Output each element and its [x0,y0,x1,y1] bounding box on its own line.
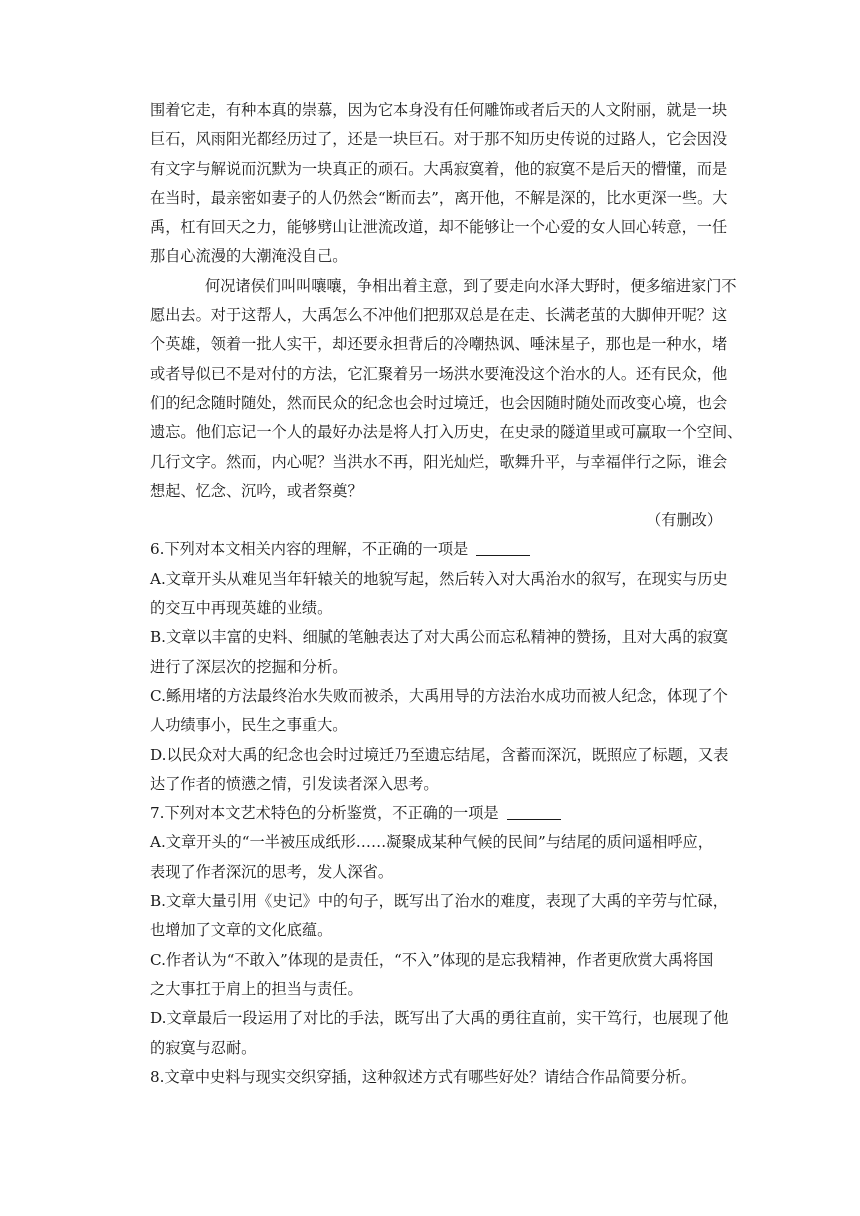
text-line: 在当时，最亲密如妻子的人仍然会“断而去”，离开他，不解是深的，比水更深一些。大 [150,188,728,207]
question-stem: 8.文章中史料与现实交织穿插，这种叙述方式有哪些好处？请结合作品简要分析。 [150,1067,697,1086]
text-line: 围着它走，有种本真的崇慕，因为它本身没有任何雕饰或者后天的人文附丽，就是一块 [150,101,728,119]
question-stem: 7.下列对本文艺术特色的分析鉴赏，不正确的一项是 [150,799,730,828]
text-line: 有文字与解说而沉默为一块真正的顽石。大禹寂寞着，他的寂寞不是后天的懵懂，而是 [150,159,728,178]
question-6 [150,535,730,799]
option-d-cont: 达了作者的愤懑之情，引发读者深入思考。 [150,774,439,793]
answer-blank[interactable] [507,805,561,820]
option-b-cont: 也增加了文章的文化底蕴。 [150,921,333,940]
text-line: 巨石，风雨阳光都经历过了，还是一块巨石。对于那不知历史传说的过路人，它会因没 [150,130,728,149]
question-7 [150,799,730,1063]
question-stem: 6.下列对本文相关内容的理解，不正确的一项是 [150,535,730,564]
question-8 [150,1063,730,1092]
text-line: 何况诸侯们叫叫嚷嚷，争相出着主意，到了要走向水泽大野时，便多缩进家门不 [205,276,737,295]
text-line: 禹，杠有回天之力，能够劈山让泄流改道，却不能够让一个心爱的女人回心转意，一任 [150,218,728,237]
option-c: C.鲧用堵的方法最终治水失败而被杀，大禹用导的方法治水成功而被人纪念，体现了个 [150,686,728,705]
option-d: D.以民众对大禹的纪念也会时过境迁乃至遗忘结尾，含蓄而深沉，既照应了标题，又表 [150,745,729,764]
text-line: 遗忘。他们忘记一个人的最好办法是将人打入历史，在史录的隧道里或可赢取一个空间、 [150,423,743,442]
text-line: 几行文字。然而，内心呢？当洪水不再，阳光灿烂，歌舞升平，与幸福伴行之际，谁会 [150,452,728,471]
passage-paragraph-1 [150,96,730,272]
option-a: A.文章开头的“一半被压成纸形……凝聚成某种气候的民间”与结尾的质问遥相呼应， [150,833,713,852]
text-line: 们的纪念随时随处，然而民众的纪念也会时过境迁，也会因随时随处而改变心境，也会 [150,393,728,412]
option-c: C.作者认为“不敢入”体现的是责任，“不入”体现的是忘我精神，作者更欣赏大禹将国 [150,950,714,969]
option-a-cont: 表现了作者深沉的思考，发人深省。 [150,862,393,881]
document-page [150,96,743,1092]
option-d: D.文章最后一段运用了对比的手法，既写出了大禹的勇往直前，实干笃行，也展现了他 [150,1009,729,1028]
option-a-cont: 的交互中再现英雄的业绩。 [150,599,333,618]
option-c-cont: 人功绩事小，民生之事重大。 [150,716,348,735]
text-line: 想起、忆念、沉吟，或者祭奠？ [150,481,363,500]
option-b-cont: 进行了深层次的挖掘和分析。 [150,657,348,676]
source-note: （有删改） [646,511,722,530]
option-a: A.文章开头从难见当年轩辕关的地貌写起，然后转入对大禹治水的叙写，在现实与历史 [150,569,728,588]
text-line: 那自心流漫的大潮淹没自己。 [150,247,348,266]
text-line: 或者导似已不是对付的方法，它汇聚着另一场洪水要淹没这个治水的人。还有民众，他 [150,364,728,383]
option-c-cont: 之大事扛于肩上的担当与责任。 [150,979,363,998]
option-b: B.文章大量引用《史记》中的句子，既写出了治水的难度，表现了大禹的辛劳与忙碌， [150,892,728,911]
text-line: 愿出去。对于这帮人，大禹怎么不冲他们把那双总是在走、长满老茧的大脚伸开呢？这 [150,306,728,325]
answer-blank[interactable] [476,541,530,556]
text-line: 个英雄，领着一批人实干，却还要永担背后的冷嘲热讽、唾沫星子，那也是一种水，堵 [150,335,728,354]
option-d-cont: 的寂寞与忍耐。 [150,1038,257,1057]
passage-paragraph-2 [150,272,743,506]
option-b: B.文章以丰富的史料、细腻的笔触表达了对大禹公而忘私精神的赞扬，且对大禹的寂寞 [150,628,728,647]
